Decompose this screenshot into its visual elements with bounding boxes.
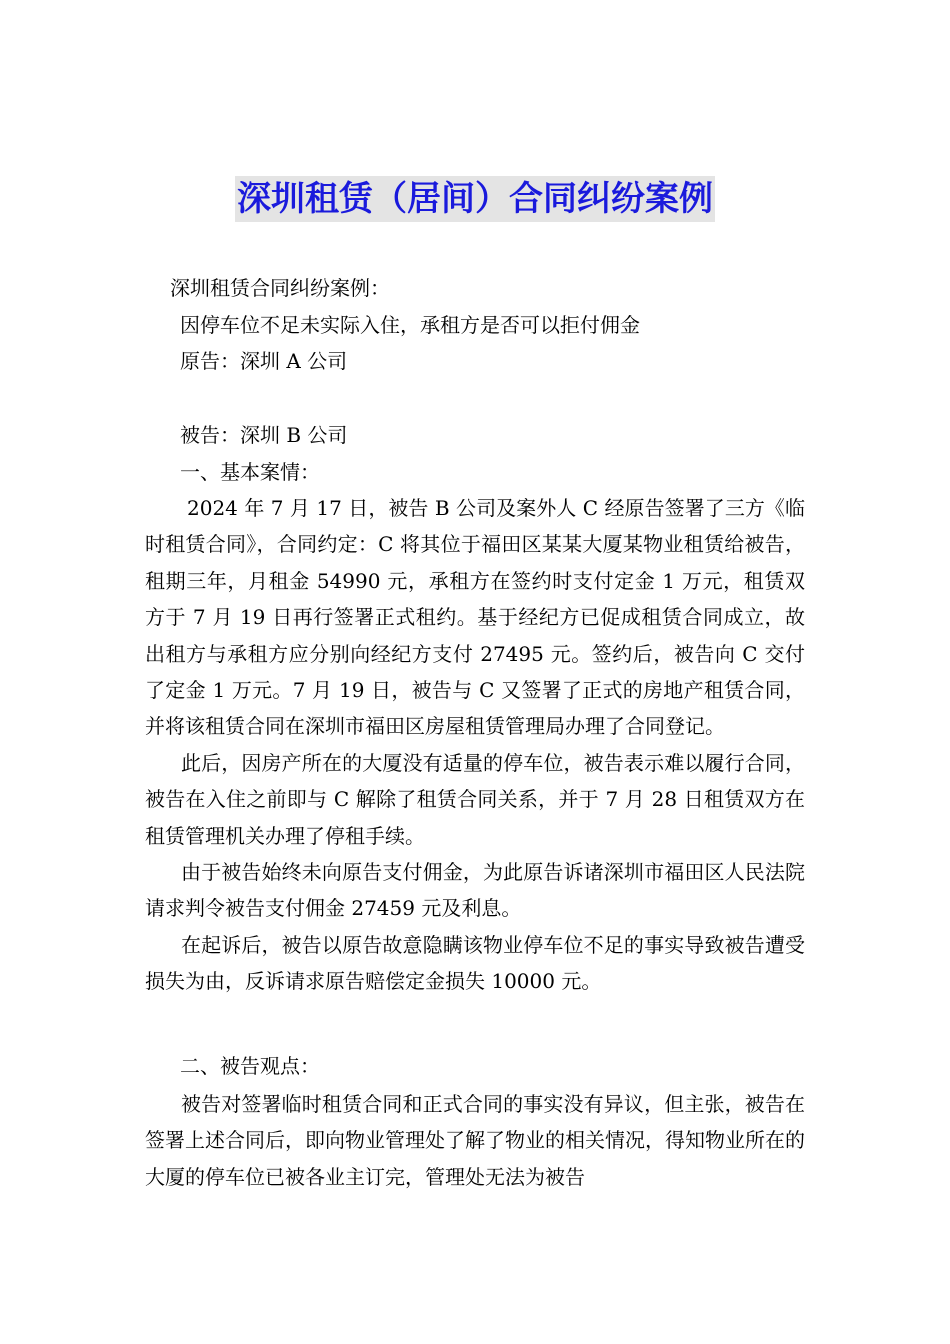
plaintiff-line: 原告：深圳 A 公司 [180, 349, 348, 373]
case-subject: 因停车位不足未实际入住，承租方是否可以拒付佣金 [180, 313, 640, 337]
defendant-line: 被告：深圳 B 公司 [180, 423, 348, 447]
paragraph-1: 2024 年 7 月 17 日，被告 B 公司及案外人 C 经原告签署了三方《临时租赁合同》，合同约定：C 将其位于福田区某某大厦某物业租赁给被告，租期三年，月租金 54990 元，承租方在签约时支付定金 1 万元，租赁双方于 7 月 19 日再行签署正式租约。基于经纪方已促成租赁合同成立，故出租方与承租方应分别向经纪方支付 27495 元。签约后，被告向 C 交付了定金 1 万元。7 月 19 日，被告与 C 又签署了正式的房地产租赁合同，并将该租赁合同在深圳市福田区房屋租赁管理局办理了合同登记。 [145, 496, 805, 739]
section1-body [145, 490, 805, 1000]
title-container [0, 176, 950, 222]
paragraph-5: 被告对签署临时租赁合同和正式合同的事实没有异议，但主张，被告在签署上述合同后，即向物业管理处了解了物业的相关情况，得知物业所在的大厦的停车位已被各业主订完，管理处无法为被告 [145, 1092, 805, 1189]
document-title: 深圳租赁（居间）合同纠纷案例 [235, 176, 715, 222]
paragraph-3: 由于被告始终未向原告支付佣金，为此原告诉诸深圳市福田区人民法院请求判令被告支付佣金 27459 元及利息。 [145, 860, 805, 921]
paragraph-4: 在起诉后，被告以原告故意隐瞒该物业停车位不足的事实导致被告遭受损失为由，反诉请求原告赔偿定金损失 10000 元。 [145, 932, 805, 994]
section1-heading: 一、基本案情： [180, 460, 320, 484]
paragraph-2: 此后，因房产所在的大厦没有适量的停车位，被告表示难以履行合同，被告在入住之前即与 C 解除了租赁合同关系，并于 7 月 28 日租赁双方在租赁管理机关办理了停租手续。 [145, 750, 805, 848]
intro-label: 深圳租赁合同纠纷案例： [170, 276, 390, 300]
section2-body [145, 1086, 805, 1195]
section2-heading: 二、被告观点： [180, 1054, 320, 1078]
